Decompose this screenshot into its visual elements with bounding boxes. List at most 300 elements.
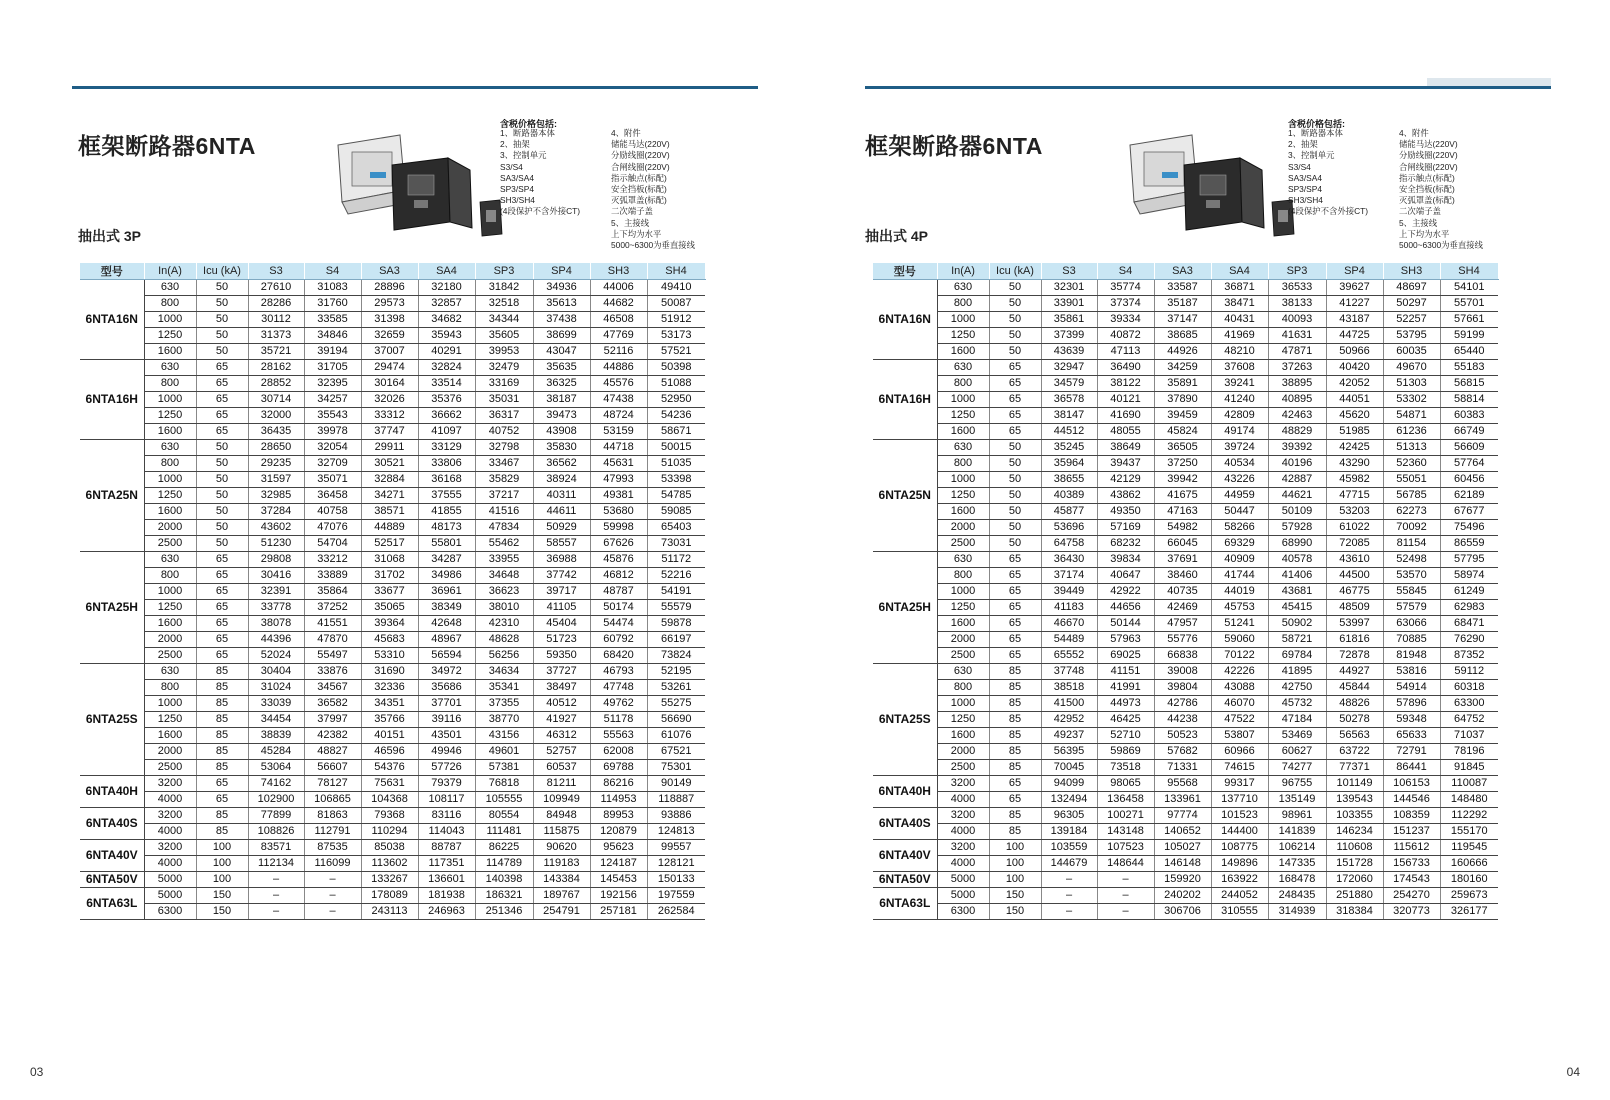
table-cell: 38187 [533, 392, 590, 408]
table-cell: 44611 [533, 504, 590, 520]
includes-item: (4段保护不含外接CT) [500, 206, 581, 217]
table-cell: 69788 [590, 760, 647, 776]
table-cell: 43156 [475, 728, 533, 744]
table-cell: 50 [196, 456, 248, 472]
column-header: S3 [248, 263, 304, 280]
table-cell: 47715 [1326, 488, 1383, 504]
table-cell: 42952 [1041, 712, 1097, 728]
table-cell: 800 [937, 568, 989, 584]
table-row [873, 856, 1498, 872]
includes-item: 5、主接线 [1399, 217, 1438, 228]
model-cell: 6NTA16N [873, 280, 937, 360]
table-cell: 32395 [304, 376, 361, 392]
table-cell: 47957 [1154, 616, 1211, 632]
table-cell: 28650 [248, 440, 304, 456]
table-cell: 50 [989, 440, 1041, 456]
table-cell: 42750 [1268, 680, 1326, 696]
model-cell: 6NTA40V [873, 840, 937, 872]
table-cell: 99317 [1211, 776, 1268, 792]
table-cell: 49946 [418, 744, 475, 760]
table-cell: 77899 [248, 808, 304, 824]
table-cell: 35245 [1041, 440, 1097, 456]
table-cell: 50 [989, 280, 1041, 296]
table-cell: 45415 [1268, 600, 1326, 616]
table-cell: 52360 [1383, 456, 1440, 472]
table-cell: 85 [989, 728, 1041, 744]
table-cell: 37747 [361, 424, 418, 440]
includes-col2 [1399, 128, 1483, 251]
table-cell: 800 [937, 680, 989, 696]
table-cell: 63722 [1326, 744, 1383, 760]
table-cell: 51172 [647, 552, 705, 568]
column-header: S3 [1041, 263, 1097, 280]
includes-item: SP3/SP4 [1288, 183, 1322, 194]
table-row [80, 840, 705, 856]
table-cell: 65 [989, 376, 1041, 392]
table-cell: 32479 [475, 360, 533, 376]
table-cell: 108117 [418, 792, 475, 808]
table-cell: 71037 [1440, 728, 1498, 744]
table-cell: 36533 [1268, 280, 1326, 296]
table-cell: 46775 [1326, 584, 1383, 600]
table-cell: 136601 [418, 872, 475, 888]
table-cell: 37890 [1154, 392, 1211, 408]
table-cell: 47834 [475, 520, 533, 536]
includes-item: 安全挡板(标配) [1399, 183, 1455, 194]
table-cell: 69329 [1211, 536, 1268, 552]
table-cell: 65 [989, 392, 1041, 408]
table-cell: 146234 [1326, 824, 1383, 840]
table-cell: 65 [196, 600, 248, 616]
table-cell: 85 [989, 744, 1041, 760]
table-cell: 103355 [1326, 808, 1383, 824]
table-cell: 45683 [361, 632, 418, 648]
table-cell: 6300 [937, 904, 989, 920]
table-cell: 135149 [1268, 792, 1326, 808]
table-cell: 50 [989, 456, 1041, 472]
table-cell: 40093 [1268, 312, 1326, 328]
table-cell: 42887 [1268, 472, 1326, 488]
table-cell: 57795 [1440, 552, 1498, 568]
table-cell: 60966 [1211, 744, 1268, 760]
table-cell: 55579 [647, 600, 705, 616]
table-cell: 47870 [304, 632, 361, 648]
table-cell: 53696 [1041, 520, 1097, 536]
table-cell: 197559 [647, 888, 705, 904]
table-cell: 45732 [1268, 696, 1326, 712]
table-cell: 50 [989, 520, 1041, 536]
table-cell: 37997 [304, 712, 361, 728]
table-cell: 52498 [1383, 552, 1440, 568]
table-row [80, 680, 705, 696]
table-cell: 86225 [475, 840, 533, 856]
table-cell: 39953 [475, 344, 533, 360]
table-cell: 68420 [590, 648, 647, 664]
table-cell: 30404 [248, 664, 304, 680]
table-cell: 112791 [304, 824, 361, 840]
table-cell: 35964 [1041, 456, 1097, 472]
column-header: SP4 [533, 263, 590, 280]
table-cell: 51035 [647, 456, 705, 472]
table-row [873, 600, 1498, 616]
table-cell: – [1097, 904, 1154, 920]
table-row [80, 760, 705, 776]
table-cell: 143148 [1097, 824, 1154, 840]
table-cell: 50087 [647, 296, 705, 312]
table-cell: 35341 [475, 680, 533, 696]
table-cell: 46425 [1097, 712, 1154, 728]
table-cell: 56607 [304, 760, 361, 776]
table-cell: 53261 [647, 680, 705, 696]
table-cell: 51303 [1383, 376, 1440, 392]
table-cell: 2500 [937, 536, 989, 552]
table-cell: 53570 [1383, 568, 1440, 584]
table-cell: 53997 [1326, 616, 1383, 632]
table-row [80, 776, 705, 792]
table-cell: 31068 [361, 552, 418, 568]
table-cell: 1250 [144, 712, 196, 728]
table-cell: 1250 [937, 712, 989, 728]
table-cell: 40872 [1097, 328, 1154, 344]
table-cell: 800 [937, 456, 989, 472]
table-cell: 1000 [144, 392, 196, 408]
table-cell: 31760 [304, 296, 361, 312]
table-cell: 30416 [248, 568, 304, 584]
table-cell: 41240 [1211, 392, 1268, 408]
table-cell: 5000 [937, 872, 989, 888]
table-cell: 57928 [1268, 520, 1326, 536]
table-cell: 4000 [937, 792, 989, 808]
table-cell: 41183 [1041, 600, 1097, 616]
table-cell: 32985 [248, 488, 304, 504]
table-cell: 51313 [1383, 440, 1440, 456]
table-cell: 54871 [1383, 408, 1440, 424]
model-cell: 6NTA63L [873, 888, 937, 920]
model-cell: 6NTA16H [873, 360, 937, 440]
table-cell: 74277 [1268, 760, 1326, 776]
table-cell: 56785 [1383, 488, 1440, 504]
table-cell: 151728 [1326, 856, 1383, 872]
table-cell: 55183 [1440, 360, 1498, 376]
table-cell: 124813 [647, 824, 705, 840]
table-cell: 111481 [475, 824, 533, 840]
table-cell: 85 [196, 744, 248, 760]
table-cell: 4000 [937, 824, 989, 840]
table-row [80, 712, 705, 728]
table-cell: 55275 [647, 696, 705, 712]
table-cell: 70092 [1383, 520, 1440, 536]
table-row [80, 632, 705, 648]
column-header: S4 [1097, 263, 1154, 280]
table-cell: 49174 [1211, 424, 1268, 440]
table-cell: 41551 [304, 616, 361, 632]
table-row [873, 744, 1498, 760]
table-cell: 42922 [1097, 584, 1154, 600]
table-cell: 29573 [361, 296, 418, 312]
table-cell: 38699 [533, 328, 590, 344]
table-cell: 38839 [248, 728, 304, 744]
table-row [80, 280, 705, 296]
table-cell: 33129 [418, 440, 475, 456]
table-cell: 46312 [533, 728, 590, 744]
table-cell: 39459 [1154, 408, 1211, 424]
table-cell: 1600 [937, 344, 989, 360]
table-cell: 3200 [144, 840, 196, 856]
table-cell: 45753 [1211, 600, 1268, 616]
table-cell: 49381 [590, 488, 647, 504]
includes-item: 2、抽架 [1288, 139, 1318, 150]
table-cell: 32180 [418, 280, 475, 296]
table-cell: 42809 [1211, 408, 1268, 424]
table-row [873, 904, 1498, 920]
table-cell: 37742 [533, 568, 590, 584]
table-cell: 42129 [1097, 472, 1154, 488]
table-cell: 51723 [533, 632, 590, 648]
table-cell: 50 [196, 296, 248, 312]
table-cell: 37263 [1268, 360, 1326, 376]
model-cell: 6NTA25H [80, 552, 144, 664]
table-cell: 115875 [533, 824, 590, 840]
table-cell: 630 [144, 440, 196, 456]
table-row [873, 696, 1498, 712]
table-cell: 39364 [361, 616, 418, 632]
table-cell: 68471 [1440, 616, 1498, 632]
table-cell: 60537 [533, 760, 590, 776]
table-cell: 38122 [1097, 376, 1154, 392]
table-cell: 54376 [361, 760, 418, 776]
includes-item: 4、附件 [611, 128, 641, 138]
table-cell: 46793 [590, 664, 647, 680]
table-cell: 105555 [475, 792, 533, 808]
table-cell: 53807 [1211, 728, 1268, 744]
table-cell: 53398 [647, 472, 705, 488]
table-cell: 53469 [1268, 728, 1326, 744]
model-cell: 6NTA25H [873, 552, 937, 664]
includes-item: 合闸线圈(220V) [1399, 161, 1458, 172]
table-cell: – [248, 872, 304, 888]
table-row [873, 776, 1498, 792]
table-cell: 110087 [1440, 776, 1498, 792]
table-cell: 98065 [1097, 776, 1154, 792]
table-cell: 36871 [1211, 280, 1268, 296]
table-cell: 50 [989, 488, 1041, 504]
table-cell: 1000 [937, 392, 989, 408]
table-cell: 31702 [361, 568, 418, 584]
table-cell: – [248, 888, 304, 904]
table-cell: 254270 [1383, 888, 1440, 904]
table-cell: 44725 [1326, 328, 1383, 344]
table-cell: 39717 [533, 584, 590, 600]
table-cell: 137710 [1211, 792, 1268, 808]
column-header: In(A) [144, 263, 196, 280]
includes-item: SH3/SH4 [500, 195, 535, 206]
table-cell: 49410 [647, 280, 705, 296]
table-cell: 148644 [1097, 856, 1154, 872]
table-cell: 144679 [1041, 856, 1097, 872]
table-cell: 112292 [1440, 808, 1498, 824]
table-cell: 251346 [475, 904, 533, 920]
table-cell: 34271 [361, 488, 418, 504]
table-cell: 6300 [144, 904, 196, 920]
table-cell: 72085 [1326, 536, 1383, 552]
table-cell: 43681 [1268, 584, 1326, 600]
table-cell: 87352 [1440, 648, 1498, 664]
table-cell: 36961 [418, 584, 475, 600]
table-cell: 81154 [1383, 536, 1440, 552]
table-cell: 240202 [1154, 888, 1211, 904]
table-cell: 1250 [144, 408, 196, 424]
table-cell: 800 [144, 456, 196, 472]
table-cell: 33955 [475, 552, 533, 568]
table-cell: 51985 [1326, 424, 1383, 440]
table-cell: 34846 [304, 328, 361, 344]
table-cell: 51230 [248, 536, 304, 552]
table-cell: 65 [196, 584, 248, 600]
table-cell: 50174 [590, 600, 647, 616]
table-row [80, 584, 705, 600]
table-cell: 100271 [1097, 808, 1154, 824]
table-cell: 2500 [144, 536, 196, 552]
table-cell: 44718 [590, 440, 647, 456]
table-cell: 35543 [304, 408, 361, 424]
table-row [873, 648, 1498, 664]
table-row [873, 280, 1498, 296]
table-cell: 630 [937, 440, 989, 456]
table-row [873, 552, 1498, 568]
table-cell: 69025 [1097, 648, 1154, 664]
table-cell: 83116 [418, 808, 475, 824]
table-cell: 49762 [590, 696, 647, 712]
table-cell: 110294 [361, 824, 418, 840]
table-cell: 65 [989, 792, 1041, 808]
table-row [80, 504, 705, 520]
table-cell: 2000 [144, 744, 196, 760]
table-row [873, 808, 1498, 824]
table-cell: 44500 [1326, 568, 1383, 584]
includes-header: 含税价格包括: [500, 119, 557, 129]
table-cell: 46070 [1211, 696, 1268, 712]
table-cell: 65 [989, 568, 1041, 584]
table-cell: 50 [196, 504, 248, 520]
table-cell: 57381 [475, 760, 533, 776]
table-cell: 2000 [144, 632, 196, 648]
includes-item: 分励线圈(220V) [1399, 150, 1458, 161]
table-cell: 132494 [1041, 792, 1097, 808]
table-cell: 32000 [248, 408, 304, 424]
table-cell: 53816 [1383, 664, 1440, 680]
includes-item: 5、主接线 [611, 217, 650, 228]
table-cell: 32884 [361, 472, 418, 488]
includes-item: 上下均为水平 [611, 228, 662, 239]
table-cell: 40311 [533, 488, 590, 504]
table-cell: 65 [989, 632, 1041, 648]
table-row [873, 312, 1498, 328]
table-cell: 108775 [1211, 840, 1268, 856]
column-header: In(A) [937, 263, 989, 280]
table-cell: 44051 [1326, 392, 1383, 408]
table-cell: 33514 [418, 376, 475, 392]
table-cell: 630 [144, 664, 196, 680]
table-cell: 32301 [1041, 280, 1097, 296]
table-cell: 32709 [304, 456, 361, 472]
includes-col2 [611, 128, 695, 251]
model-cell: 6NTA25N [873, 440, 937, 552]
table-cell: 34344 [475, 312, 533, 328]
table-cell: 50297 [1383, 296, 1440, 312]
table-cell: 1600 [937, 424, 989, 440]
table-cell: 47113 [1097, 344, 1154, 360]
table-cell: 50 [196, 520, 248, 536]
table-cell: 84948 [533, 808, 590, 824]
model-cell: 6NTA25S [873, 664, 937, 776]
table-cell: 150133 [647, 872, 705, 888]
table-cell: 56815 [1440, 376, 1498, 392]
table-cell: 39473 [533, 408, 590, 424]
table-cell: 75496 [1440, 520, 1498, 536]
table-cell: 53795 [1383, 328, 1440, 344]
includes-item: 合闸线圈(220V) [611, 161, 670, 172]
table-cell: 40151 [361, 728, 418, 744]
table-cell: 78196 [1440, 744, 1498, 760]
table-cell: 133267 [361, 872, 418, 888]
table-cell: 65 [196, 360, 248, 376]
table-cell: 31083 [304, 280, 361, 296]
table-cell: 38924 [533, 472, 590, 488]
table-cell: 90620 [533, 840, 590, 856]
table-cell: 60627 [1268, 744, 1326, 760]
table-cell: 146148 [1154, 856, 1211, 872]
table-cell: 48509 [1326, 600, 1383, 616]
table-cell: 35065 [361, 600, 418, 616]
table-cell: 37438 [533, 312, 590, 328]
table-row [873, 824, 1498, 840]
column-header: SH3 [590, 263, 647, 280]
table-cell: 4000 [144, 824, 196, 840]
table-cell: 34567 [304, 680, 361, 696]
table-row [873, 488, 1498, 504]
table-cell: 38571 [361, 504, 418, 520]
table-cell: 65 [196, 616, 248, 632]
table-cell: 55497 [304, 648, 361, 664]
table-cell: 3200 [937, 776, 989, 792]
table-cell: 39194 [304, 344, 361, 360]
table-cell: 99557 [647, 840, 705, 856]
table-cell: 37374 [1097, 296, 1154, 312]
table-cell: 140398 [475, 872, 533, 888]
table-row [80, 328, 705, 344]
table-cell: 41690 [1097, 408, 1154, 424]
table-cell: 2000 [937, 520, 989, 536]
table-cell: 35031 [475, 392, 533, 408]
table-cell: 47076 [304, 520, 361, 536]
table-cell: – [1097, 872, 1154, 888]
includes-item: 二次端子盖 [611, 206, 653, 217]
model-cell: 6NTA25N [80, 440, 144, 552]
table-cell: 32824 [418, 360, 475, 376]
column-header: SA3 [361, 263, 418, 280]
table-cell: 56256 [475, 648, 533, 664]
table-cell: 35721 [248, 344, 304, 360]
includes-item: SH3/SH4 [1288, 195, 1323, 206]
table-cell: 62008 [590, 744, 647, 760]
table-cell: 246963 [418, 904, 475, 920]
table-cell: 100 [196, 872, 248, 888]
table-cell: 4000 [144, 856, 196, 872]
column-header: Icu (kA) [196, 263, 248, 280]
includes-item: 5000~6300为垂直接线 [611, 239, 696, 250]
table-row [80, 488, 705, 504]
table-cell: 163922 [1211, 872, 1268, 888]
